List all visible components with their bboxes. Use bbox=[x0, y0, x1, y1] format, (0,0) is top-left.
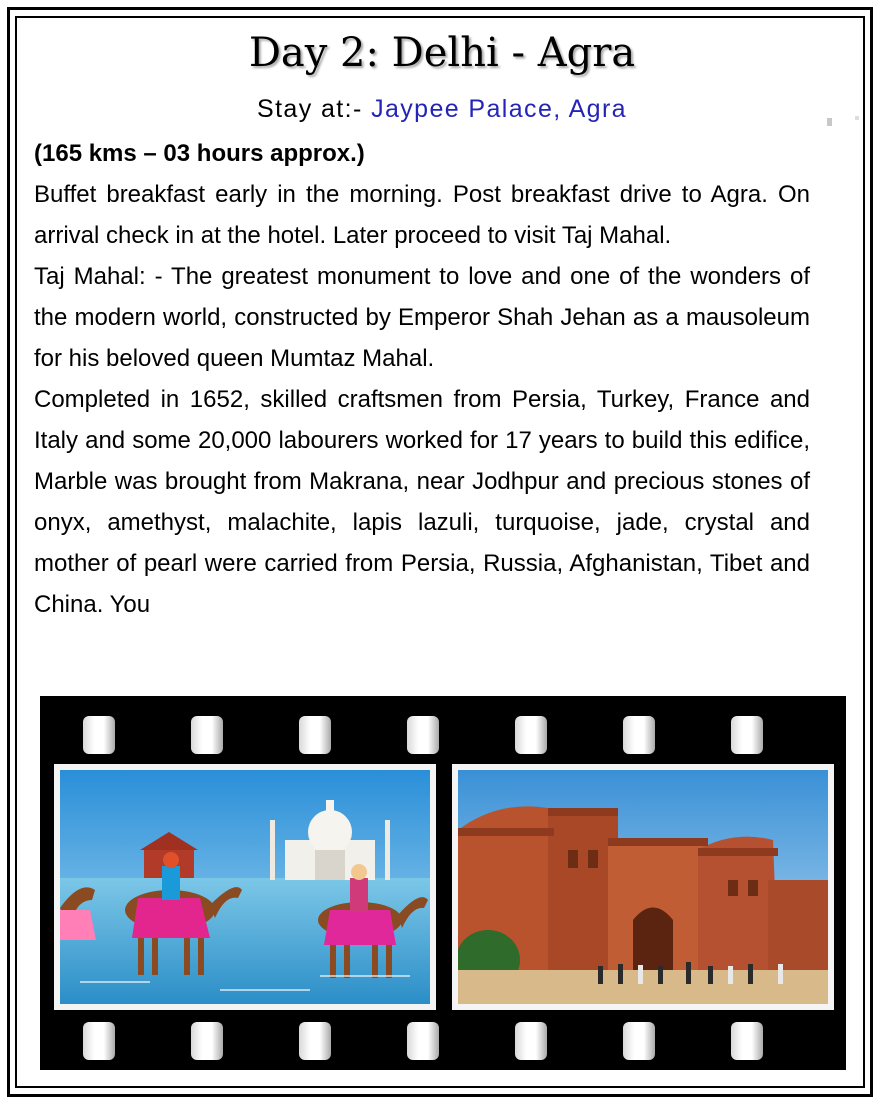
itinerary-text bbox=[34, 133, 810, 625]
film-hole-icon bbox=[731, 716, 763, 754]
film-hole-icon bbox=[515, 716, 547, 754]
film-hole-icon bbox=[299, 716, 331, 754]
film-hole-icon bbox=[191, 1022, 223, 1060]
paragraph-history: Completed in 1652, skilled craftsmen from Persia, Turkey, France and Italy and some 20,000 labourers worked for 17 years to build this edifice, Marble was brought from Makrana, near Jodhpur and precious stones of onyx, amethyst, malachite, lapis lazuli, turquoise, jade, crystal and mother of pearl were carried from Persia, Russia, Afghanistan, Tibet and China. You bbox=[34, 386, 810, 618]
film-hole-icon bbox=[623, 1022, 655, 1060]
film-hole-icon bbox=[623, 716, 655, 754]
corner-mark-icon bbox=[827, 116, 861, 126]
film-hole-icon bbox=[515, 1022, 547, 1060]
film-hole-icon bbox=[407, 716, 439, 754]
stay-line bbox=[0, 95, 884, 124]
film-hole-icon bbox=[731, 1022, 763, 1060]
film-hole-icon bbox=[407, 1022, 439, 1060]
distance-line: (165 kms – 03 hours approx.) bbox=[34, 140, 365, 167]
film-hole-icon bbox=[83, 1022, 115, 1060]
film-hole-icon bbox=[299, 1022, 331, 1060]
film-hole-icon bbox=[83, 716, 115, 754]
hotel-name: Jaypee Palace, Agra bbox=[371, 95, 627, 123]
stay-prefix: Stay at:- bbox=[257, 95, 372, 123]
paragraph-taj-mahal: Taj Mahal: - The greatest monument to love and one of the wonders of the modern world, constructed by Emperor Shah Jehan as a mausoleum for his beloved queen Mumtaz Mahal. bbox=[34, 263, 810, 372]
filmstrip bbox=[40, 696, 846, 1070]
paragraph-breakfast: Buffet breakfast early in the morning. Post breakfast drive to Agra. On arrival check in at the hotel. Later proceed to visit Taj Mahal. bbox=[34, 181, 810, 249]
film-hole-icon bbox=[191, 716, 223, 754]
page-title: Day 2: Delhi - Agra bbox=[248, 30, 636, 76]
camels-taj-mahal-photo bbox=[54, 764, 436, 1010]
agra-fort-photo bbox=[452, 764, 834, 1010]
